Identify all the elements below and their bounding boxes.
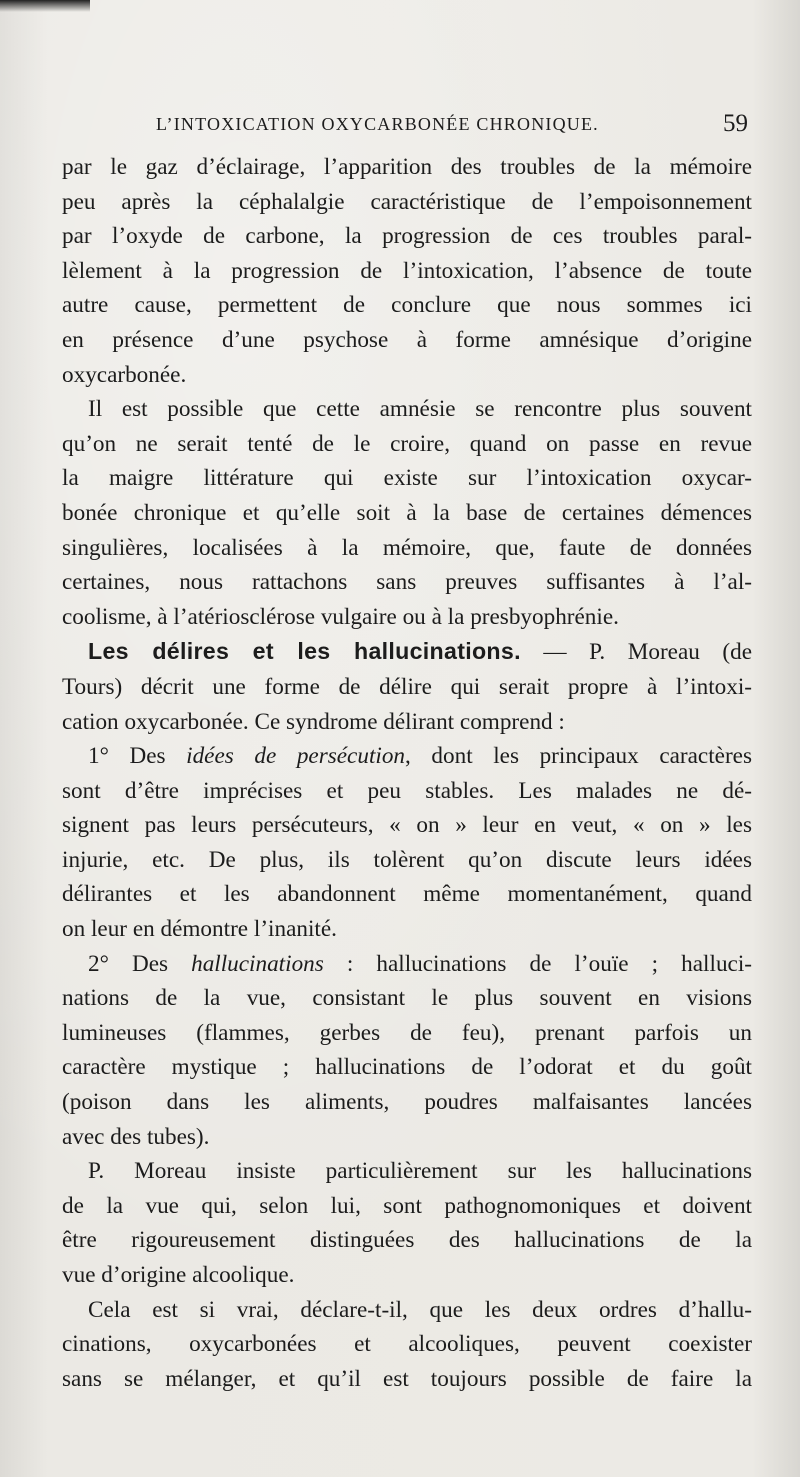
text-line: Il est possible que cette amnésie se rencontre plus souvent <box>88 396 752 423</box>
text-line: qu’on ne serait tenté de le croire, quand on passe en revue <box>62 430 752 457</box>
text-line: oxycarbonée. <box>62 361 187 388</box>
text-line: peu après la céphalalgie caractéristique de l’empoisonnement <box>62 188 752 215</box>
text-line: P. Moreau insiste particulièrement sur les hallucinations <box>88 1158 752 1185</box>
text-line: bonée chronique et qu’elle soit à la base de certaines démences <box>62 499 752 526</box>
text-line: lumineuses (flammes, gerbes de feu), prenant parfois un <box>62 1019 752 1046</box>
text-line: délirantes et les abandonnent même momentanément, quand <box>62 881 752 908</box>
text-line: par l’oxyde de carbone, la progression de ces troubles paral- <box>62 223 752 250</box>
text-line: sans se mélanger, et qu’il est toujours possible de faire la <box>62 1365 752 1392</box>
page-edge-shadow <box>0 0 90 12</box>
text-line: caractère mystique ; hallucinations de l’odorat et du goût <box>62 1054 752 1081</box>
text-line: sont d’être imprécises et peu stables. Les malades ne dé- <box>62 777 752 804</box>
running-title: L’INTOXICATION OXYCARBONÉE CHRONIQUE. <box>156 114 599 134</box>
text-line: certaines, nous rattachons sans preuves suffisantes à l’al- <box>62 569 752 596</box>
list-item-1-term: idées de persécution <box>186 743 406 770</box>
text-line: cation oxycarbonée. Ce syndrome délirant comprend : <box>62 708 565 735</box>
section-heading: Les délires et les hallucinations. <box>88 638 521 665</box>
text-line: autre cause, permettent de conclure que nous sommes ici <box>62 292 752 319</box>
text-line: lèlement à la progression de l’intoxication, l’absence de toute <box>62 257 752 284</box>
heading-continuation: — P. Moreau (de <box>520 639 752 666</box>
page-number: 59 <box>723 110 748 137</box>
text-line: Cela est si vrai, déclare-t-il, que les deux ordres d’hallu- <box>88 1296 752 1323</box>
text-line: cinations, oxycarbonées et alcooliques, peuvent coexister <box>62 1331 752 1358</box>
text-line: vue d’origine alcoolique. <box>62 1262 295 1288</box>
list-item-2-term: hallucinations <box>191 950 324 977</box>
text-line: être rigoureusement distinguées des hallucinations de la <box>62 1227 752 1254</box>
text-line: signent pas leurs persécuteurs, « on » leur en veut, « on » les <box>62 812 752 839</box>
text-line: on leur en démontre l’inanité. <box>62 916 337 943</box>
list-item-2-rest: : hallucinations de l’ouïe ; halluci- <box>323 950 752 977</box>
list-item-2-line <box>62 947 752 982</box>
text-line: avec des tubes). <box>62 1123 210 1150</box>
text-line: coolisme, à l’atériosclérose vulgaire ou à la presbyophrénie. <box>62 603 619 630</box>
text-line: injurie, etc. De plus, ils tolèrent qu’on discute leurs idées <box>62 846 752 873</box>
section-heading-line <box>62 634 752 670</box>
running-head <box>60 110 760 140</box>
text-line: la maigre littérature qui existe sur l’intoxication oxycar- <box>62 465 752 492</box>
text-line: Tours) décrit une forme de délire qui serait propre à l’intoxi- <box>62 673 752 700</box>
list-item-1-rest: , dont les principaux caractères <box>405 743 752 770</box>
body-text <box>62 150 752 1396</box>
list-item-2-prefix: 2° Des <box>88 950 192 977</box>
text-line: en présence d’une psychose à forme amnésique d’origine <box>62 326 752 353</box>
text-line: par le gaz d’éclairage, l’apparition des troubles de la mémoire <box>62 154 752 180</box>
text-line: singulières, localisées à la mémoire, que, faute de données <box>62 534 752 561</box>
text-line: nations de la vue, consistant le plus souvent en visions <box>62 985 752 1012</box>
text-line: (poison dans les aliments, poudres malfaisantes lancées <box>62 1089 752 1116</box>
list-item-1-prefix: 1° Des <box>88 743 187 770</box>
text-line: de la vue qui, selon lui, sont pathognomoniques et doivent <box>62 1192 752 1219</box>
list-item-1-line <box>62 739 752 774</box>
